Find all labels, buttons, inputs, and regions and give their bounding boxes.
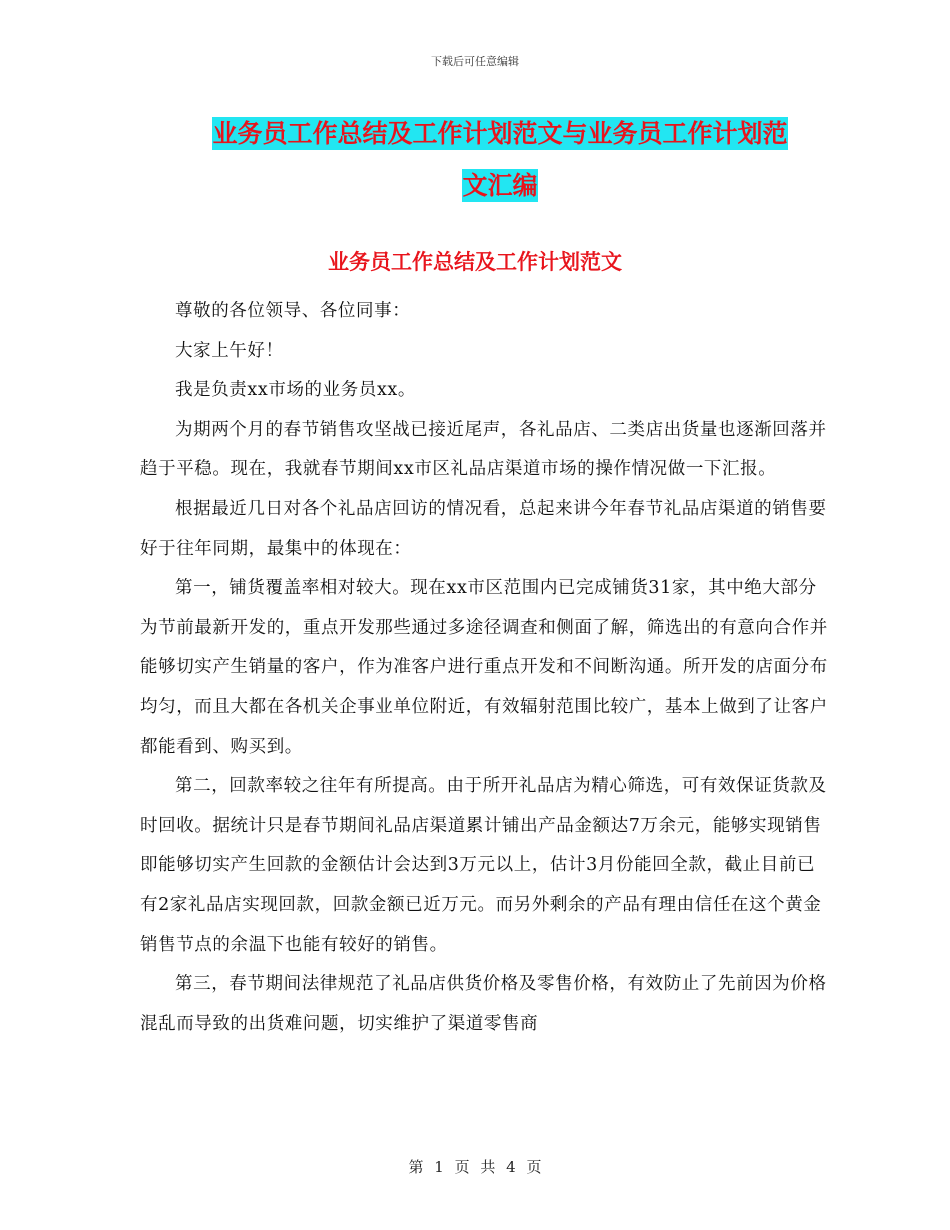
document-title-line-2: 文汇编 xyxy=(462,171,538,200)
header-note: 下载后可任意编辑 xyxy=(431,55,519,68)
paragraph-intro: 我是负责xx市场的业务员xx。 xyxy=(175,380,416,401)
paragraph-overview: 为期两个月的春节销售攻坚战已接近尾声，各礼品店、二类店出货量也逐渐回落并趋于平稳。现在，我就春节期间xx市区礼品店渠道市场的操作情况做一下汇报。 xyxy=(140,419,827,480)
paragraph-summary: 根据最近几日对各个礼品店回访的情况看，总起来讲今年春节礼品店渠道的销售要好于往年同期，最集中的体现在： xyxy=(140,498,827,559)
paragraph-point-2: 第二，回款率较之往年有所提高。由于所开礼品店为精心筛选，可有效保证货款及时回收。据统计只是春节期间礼品店渠道累计铺出产品金额达7万余元，能够实现销售即能够切实产生回款的金额估计会达到3万元以上，估计3月份能回全款，截止目前已有2家礼品店实现回款，回款金额已近万元。而另外剩余的产品有理由信任在这个黄金销售节点的余温下也能有较好的销售。 xyxy=(140,776,827,955)
page-number: 第 1 页 共 4 页 xyxy=(408,1158,542,1176)
body-text xyxy=(140,292,830,1044)
document-title-line-1: 业务员工作总结及工作计划范文与业务员工作计划范 xyxy=(212,119,788,148)
section-title: 业务员工作总结及工作计划范文 xyxy=(328,250,622,274)
paragraph-greeting: 尊敬的各位领导、各位同事： xyxy=(175,301,411,321)
paragraph-hello: 大家上午好！ xyxy=(175,340,284,361)
paragraph-point-1: 第一，铺货覆盖率相对较大。现在xx市区范围内已完成铺货31家，其中绝大部分为节前最新开发的，重点开发那些通过多途径调查和侧面了解，筛选出的有意向合作并能够切实产生销量的客户，作为准客户进行重点开发和不间断沟通。所开发的店面分布均匀，而且大都在各机关企事业单位附近，有效辐射范围比较广，基本上做到了让客户都能看到、购买到。 xyxy=(140,578,828,757)
document-title xyxy=(120,108,880,212)
paragraph-point-3: 第三，春节期间法律规范了礼品店供货价格及零售价格，有效防止了先前因为价格混乱而导致的出货难问题，切实维护了渠道零售商 xyxy=(140,974,827,1034)
